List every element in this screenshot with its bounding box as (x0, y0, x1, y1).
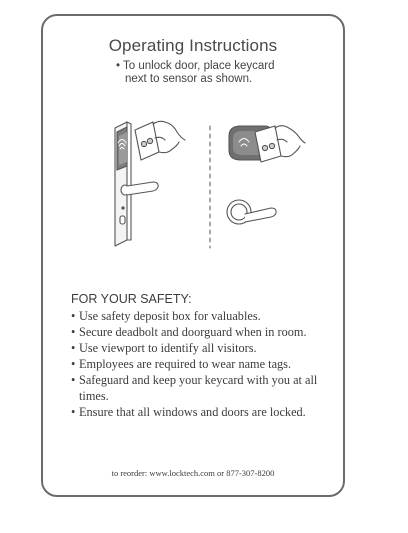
safety-heading: FOR YOUR SAFETY: (71, 292, 192, 306)
cylinder-sensor-with-keycard-icon (227, 126, 305, 224)
list-item: • Secure deadbolt and doorguard when in room. (71, 324, 339, 340)
instruction-line-2: next to sensor as shown. (125, 73, 253, 85)
instruction-card (41, 14, 345, 497)
list-item: • Employees are required to wear name tags. (71, 356, 339, 372)
lock-illustrations (101, 108, 311, 258)
reorder-info: to reorder: www.locktech.com or 877-307-8200 (111, 468, 275, 478)
list-item: • Use safety deposit box for valuables. (71, 308, 339, 324)
list-item: • Safeguard and keep your keycard with you at all times. (71, 372, 339, 404)
instruction-line-1: • To unlock door, place keycard (116, 60, 275, 72)
door-lock-with-keycard-icon (115, 121, 185, 246)
list-item: • Use viewport to identify all visitors. (71, 340, 339, 356)
card-title: Operating Instructions (108, 36, 278, 55)
unlock-instruction (116, 60, 316, 86)
list-item: • Ensure that all windows and doors are locked. (71, 404, 339, 420)
safety-list (71, 308, 339, 420)
